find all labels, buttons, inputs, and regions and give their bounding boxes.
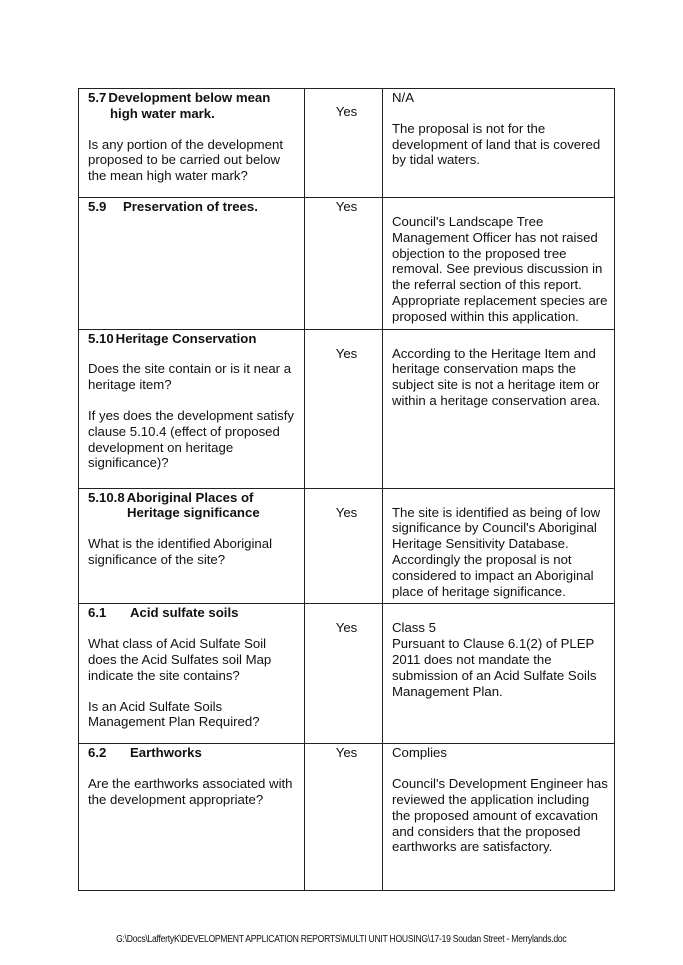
clause-question: Is an Acid Sulfate Soils Management Plan Required? [88,698,260,730]
table-row [79,329,615,488]
comment-cell [383,604,615,744]
clause-question: What is the identified Aboriginal significance of the site? [88,536,272,567]
comment-cell [383,488,615,604]
clause-cell [79,329,305,488]
answer-cell [305,488,383,604]
clause-cell [79,744,305,891]
clause-title: Aboriginal Places of [126,489,254,505]
clause-question: What class of Acid Sulfate Soil does the Acid Sulfates soil Map indicate the site contains? [88,636,272,683]
answer-cell [305,198,383,330]
comment-cell [383,744,615,891]
answer-cell [305,89,383,198]
table-row [79,89,615,198]
answer-text: Yes [335,504,358,520]
clause-question: Is any portion of the development proposed to be carried out below the mean high water mark? [88,136,284,184]
comment-cell [383,198,615,330]
answer-text: Yes [335,104,358,119]
comment-text: Pursuant to Clause 6.1(2) of PLEP 2011 does not mandate the submission of an Acid Sulfate Soils Management Plan. [392,636,597,699]
document-path-footer: G:\Docs\LaffertyK\DEVELOPMENT APPLICATION REPORTS\MULTI UNIT HOUSING\17-19 Soudan Street - Merrylands.doc [116,934,567,945]
clause-heading [88,331,298,347]
clause-question: Are the earthworks associated with the development appropriate? [88,776,293,807]
table-row [79,198,615,330]
answer-text: Yes [335,620,358,636]
clause-title: Earthworks [130,745,202,761]
clause-title: Preservation of trees. [123,199,258,214]
comment-text: The proposal is not for the development of land that is covered by tidal waters. [392,120,601,168]
clause-question: Does the site contain or is it near a heritage item? [88,361,292,393]
answer-cell [305,329,383,488]
clause-heading [88,745,298,761]
clause-title-continued: high water mark. [110,105,215,121]
clause-heading [88,199,298,215]
clause-title: Heritage Conservation [115,330,257,346]
clause-heading [88,490,298,506]
clause-number: 6.1 [88,605,107,621]
answer-text: Yes [335,345,358,361]
table-row [79,744,615,891]
compliance-table [78,88,615,891]
clause-cell [79,604,305,744]
comment-text: According to the Heritage Item and heritage conservation maps the subject site is not a heritage item or within a heritage conservation area. [392,345,601,408]
comment-cell [383,89,615,198]
clause-cell [79,198,305,330]
comment-text: Complies [392,745,447,761]
clause-cell [79,89,305,198]
clause-number: 5.10 [88,330,114,346]
table-row [79,604,615,744]
answer-cell [305,744,383,891]
answer-text: Yes [335,745,358,761]
comment-text: Council's Development Engineer has reviewed the application including the proposed amount of excavation and considers that the proposed earthworks are satisfactory. [392,776,608,855]
clause-heading [88,90,298,106]
comment-text: Council's Landscape Tree Management Officer has not raised objection to the proposed tree removal. See previous discussion in the referral section of this report. Appropriate replacement species are proposed within this application. [392,214,608,324]
clause-question: If yes does the development satisfy clause 5.10.4 (effect of proposed development on heritage significance)? [88,407,294,471]
clause-title: Development below mean [108,90,271,105]
clause-title: Acid sulfate soils [130,605,239,621]
clause-number: 6.2 [88,745,107,761]
comment-text: The site is identified as being of low significance by Council's Aboriginal Heritage Sensitivity Database. Accordingly the proposal is not considered to impact an Aboriginal place of heritage significance. [392,504,601,599]
comment-cell [383,329,615,488]
clause-title-continued: Heritage significance [127,505,260,521]
clause-cell [79,488,305,604]
comment-text: Class 5 [392,620,436,636]
answer-cell [305,604,383,744]
answer-text: Yes [335,199,358,214]
clause-number: 5.9 [88,199,107,214]
clause-heading [88,605,298,621]
comment-text: N/A [392,90,414,105]
clause-number: 5.7 [88,90,107,105]
clause-number: 5.10.8 [88,489,125,505]
table-row [79,488,615,604]
